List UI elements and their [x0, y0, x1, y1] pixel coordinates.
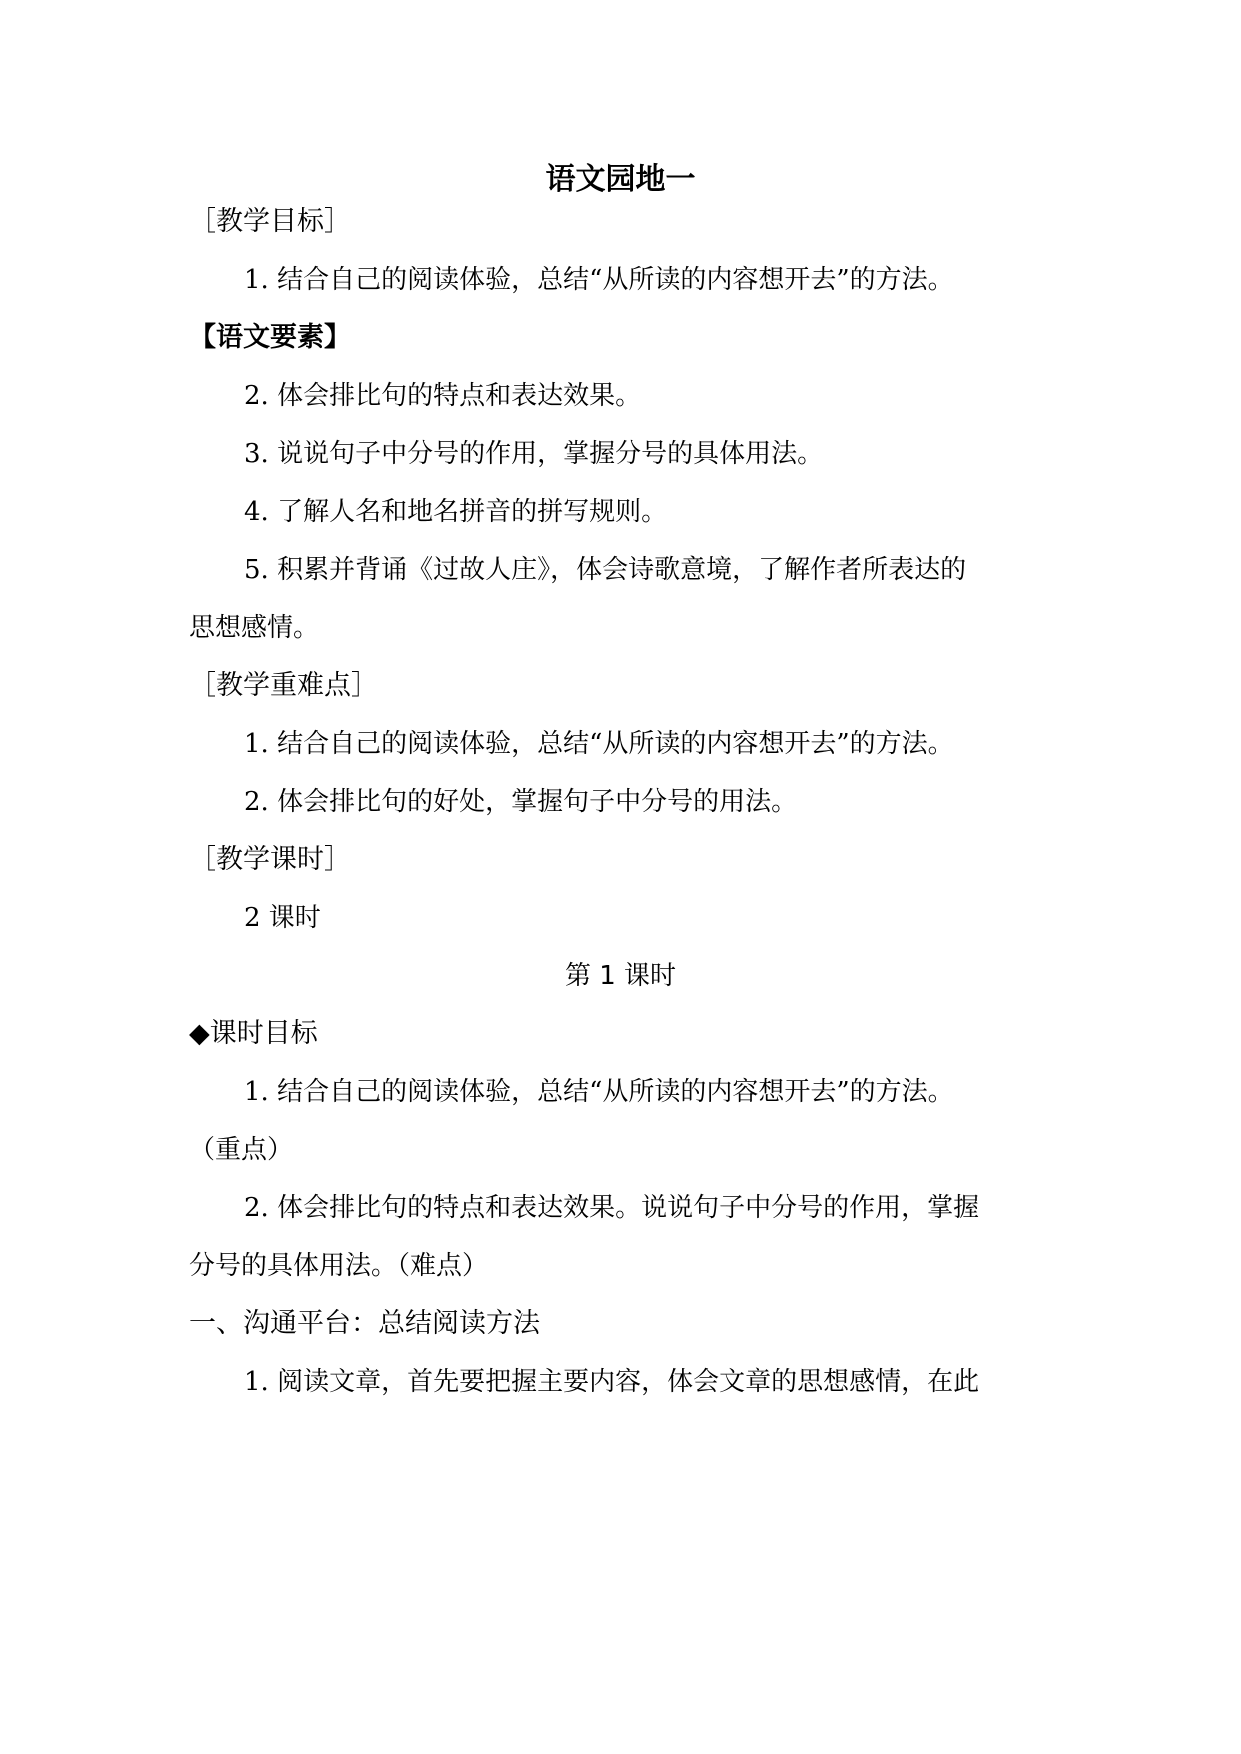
goal-4: 4. 了解人名和地名拼音的拼写规则。 — [244, 497, 668, 527]
key-point-1: 1. 结合自己的阅读体验，总结“从所读的内容想开去”的方法。 — [244, 729, 954, 759]
goal-5-line-2: 思想感情。 — [189, 613, 320, 643]
section-1-paragraph-line-1: 1. 阅读文章，首先要把握主要内容，体会文章的思想感情，在此 — [244, 1367, 980, 1397]
lesson-goal-1-line-2: （重点） — [189, 1135, 294, 1165]
lesson-1-title: 第 1 课时 — [564, 961, 677, 991]
class-hours-heading: ［教学课时］ — [189, 844, 351, 875]
teaching-goals-heading: ［教学目标］ — [189, 206, 351, 237]
page-title: 语文园地一 — [545, 162, 696, 197]
lesson-goal-2-line-1: 2. 体会排比句的特点和表达效果。说说句子中分号的作用，掌握 — [244, 1193, 980, 1223]
key-point-2: 2. 体会排比句的好处，掌握句子中分号的用法。 — [244, 787, 798, 817]
lesson-goals-heading: ◆课时目标 — [189, 1018, 318, 1049]
goal-2: 2. 体会排比句的特点和表达效果。 — [244, 381, 642, 411]
lesson-goal-1-line-1: 1. 结合自己的阅读体验，总结“从所读的内容想开去”的方法。 — [244, 1077, 954, 1107]
goal-5-line-1: 5. 积累并背诵《过故人庄》，体会诗歌意境，了解作者所表达的 — [244, 555, 967, 585]
lesson-goal-2-line-2: 分号的具体用法。（难点） — [189, 1251, 489, 1281]
key-points-heading: ［教学重难点］ — [189, 670, 378, 701]
section-1-heading: 一、沟通平台：总结阅读方法 — [189, 1308, 540, 1339]
goal-1: 1. 结合自己的阅读体验，总结“从所读的内容想开去”的方法。 — [244, 265, 954, 295]
goal-3: 3. 说说句子中分号的作用，掌握分号的具体用法。 — [244, 439, 824, 469]
class-hours: 2 课时 — [244, 903, 321, 933]
language-elements-heading: 【语文要素】 — [189, 322, 351, 353]
